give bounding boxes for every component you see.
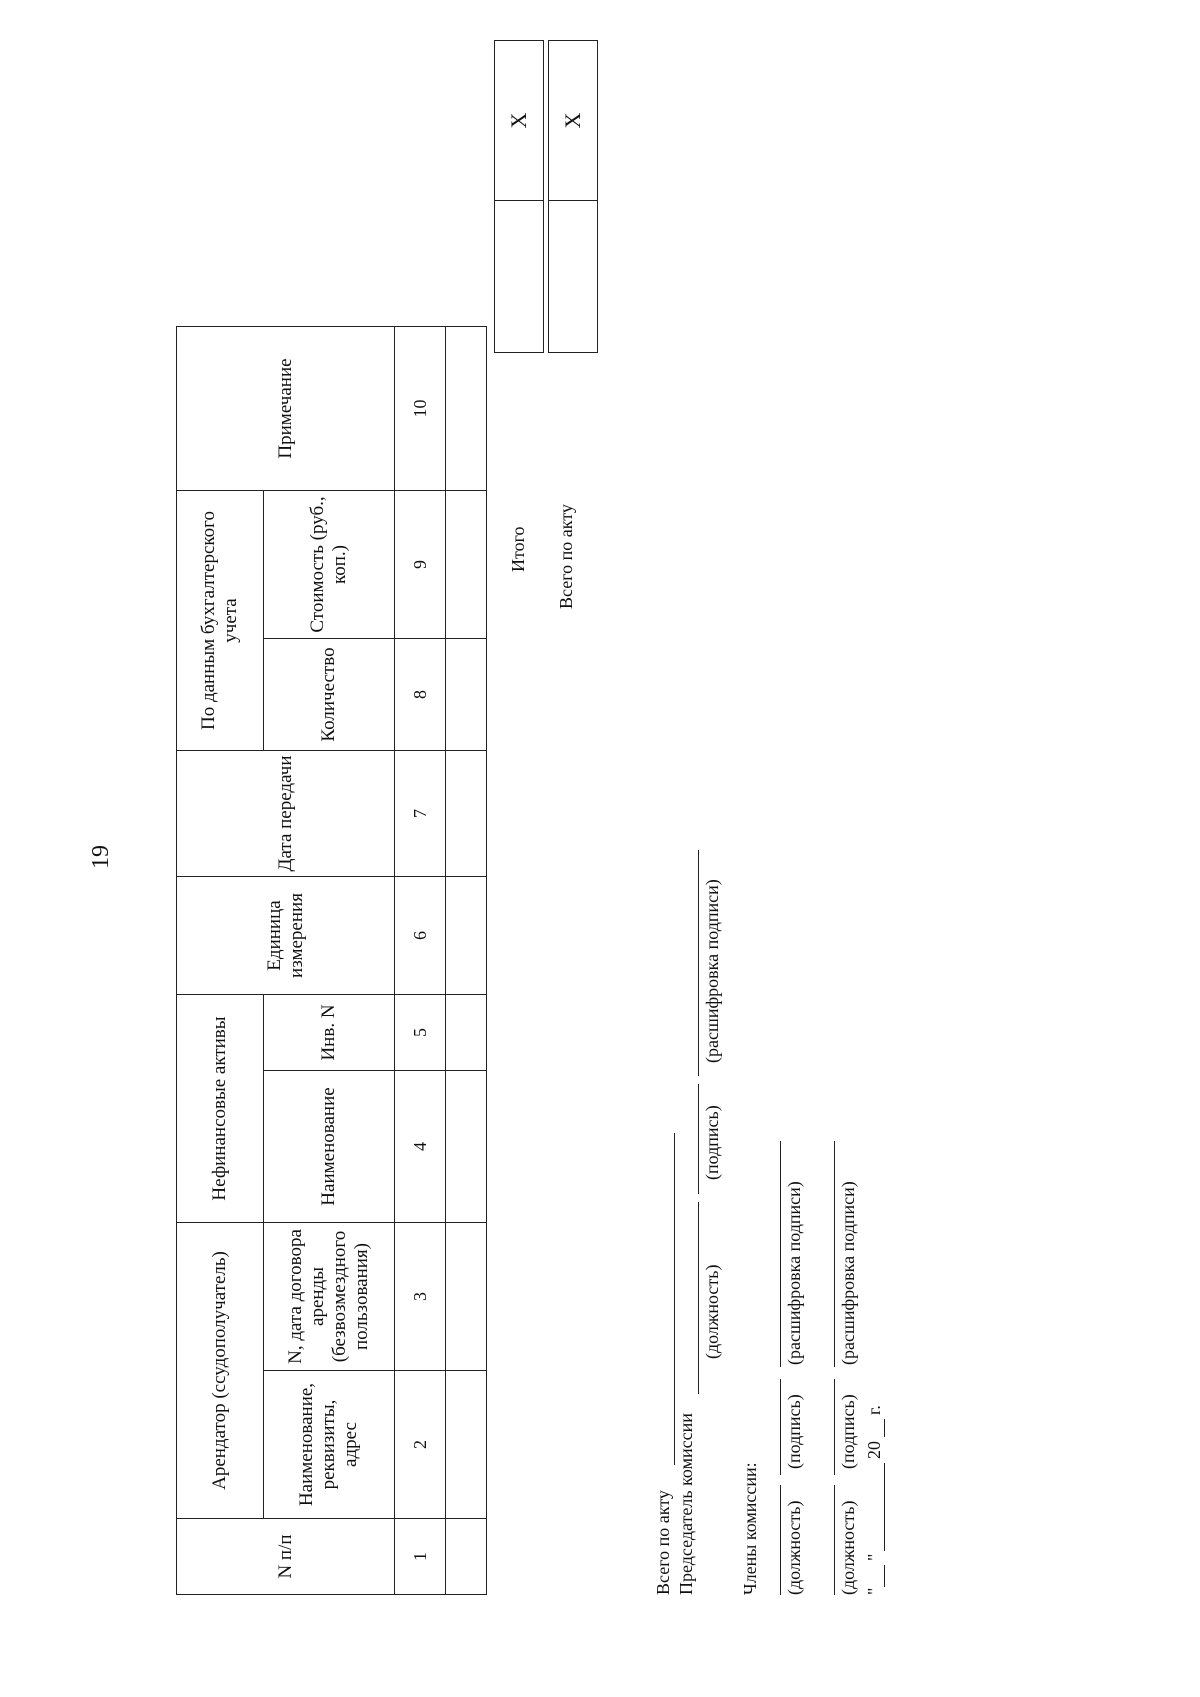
column-number-row <box>395 327 446 1595</box>
subheader-cost: Стоимость (руб., коп.) <box>264 491 395 639</box>
member2-decoding-line <box>834 1141 835 1367</box>
date-year-line <box>884 1419 885 1437</box>
member1-position-caption: (должность) <box>784 1500 804 1595</box>
member2-signature-line <box>834 1379 835 1475</box>
col-number-9: 9 <box>395 491 446 639</box>
col-number-8: 8 <box>395 639 446 751</box>
date-quote-open: " <box>864 1587 884 1595</box>
table-cell <box>446 995 487 1071</box>
col-number-6: 6 <box>395 877 446 995</box>
itogo-cost-cell <box>495 201 544 353</box>
col-number-3: 3 <box>395 1223 446 1371</box>
table-cell <box>446 327 487 491</box>
table-cell <box>446 1223 487 1371</box>
vsego-po-aktu-label: Всего по акту <box>653 1490 673 1595</box>
chairman-label: Председатель комиссии <box>676 1413 696 1595</box>
table-cell <box>446 1371 487 1519</box>
table-cell <box>446 639 487 751</box>
header-num: N п/п <box>177 1519 395 1595</box>
member1-position-line <box>780 1485 781 1595</box>
header-lessee: Арендатор (ссудополучатель) <box>177 1223 264 1519</box>
table-cell <box>446 877 487 995</box>
member2-signature-caption: (подпись) <box>838 1394 858 1469</box>
member1-decoding-line <box>780 1141 781 1367</box>
header-accounting: По данным бухгалтерского учета <box>177 491 264 751</box>
header-unit: Единица измерения <box>177 877 395 995</box>
itogo-x-mark: X <box>495 41 544 201</box>
vsego-label: Всего по акту <box>556 504 576 609</box>
table-cell <box>446 751 487 877</box>
members-label: Члены комиссии: <box>740 1462 760 1595</box>
subheader-contract: N, дата договора аренды (безвозмездного пользования) <box>264 1223 395 1371</box>
itogo-label: Итого <box>508 526 528 572</box>
col-number-1: 1 <box>395 1519 446 1595</box>
chairman-position-caption: (должность) <box>702 1264 722 1359</box>
header-assets: Нефинансовые активы <box>177 995 264 1223</box>
date-day-line <box>884 1565 885 1587</box>
chairman-decoding-caption: (расшифровка подписи) <box>702 879 722 1063</box>
member1-decoding-caption: (расшифровка подписи) <box>784 1181 804 1365</box>
vsego-x-mark: X <box>549 41 598 201</box>
table-row <box>446 327 487 1595</box>
col-number-5: 5 <box>395 995 446 1071</box>
member2-position-line <box>834 1485 835 1595</box>
col-number-4: 4 <box>395 1071 446 1223</box>
header-note: Примечание <box>177 327 395 491</box>
member2-position-caption: (должность) <box>838 1500 858 1595</box>
table-cell <box>446 1071 487 1223</box>
col-number-10: 10 <box>395 327 446 491</box>
chairman-position-line <box>698 1202 699 1394</box>
col-number-7: 7 <box>395 751 446 877</box>
assets-transfer-table <box>176 326 487 1595</box>
chairman-signature-line <box>698 1084 699 1194</box>
member1-signature-line <box>780 1379 781 1475</box>
col-number-2: 2 <box>395 1371 446 1519</box>
chairman-decoding-line <box>698 850 699 1076</box>
date-month-line <box>884 1463 885 1551</box>
chairman-signature-caption: (подпись) <box>702 1105 722 1180</box>
subheader-asset-name: Наименование <box>264 1071 395 1223</box>
subheader-inv: Инв. N <box>264 995 395 1071</box>
subheader-lessee-name: Наименование, реквизиты, адрес <box>264 1371 395 1519</box>
header-date: Дата передачи <box>177 751 395 877</box>
vsego-po-aktu-line <box>674 1133 675 1465</box>
date-year-suffix: г. <box>864 1405 884 1415</box>
member1-signature-caption: (подпись) <box>784 1394 804 1469</box>
date-year-prefix: 20 <box>864 1441 884 1459</box>
subheader-qty: Количество <box>264 639 395 751</box>
vsego-row <box>548 40 598 353</box>
member2-decoding-caption: (расшифровка подписи) <box>838 1181 858 1365</box>
table-cell <box>446 491 487 639</box>
itogo-row <box>494 40 544 353</box>
table-cell <box>446 1519 487 1595</box>
vsego-cost-cell <box>549 201 598 353</box>
header-row-1 <box>177 327 264 1595</box>
page-number: 19 <box>88 845 114 869</box>
date-quote-close: " <box>864 1553 884 1561</box>
